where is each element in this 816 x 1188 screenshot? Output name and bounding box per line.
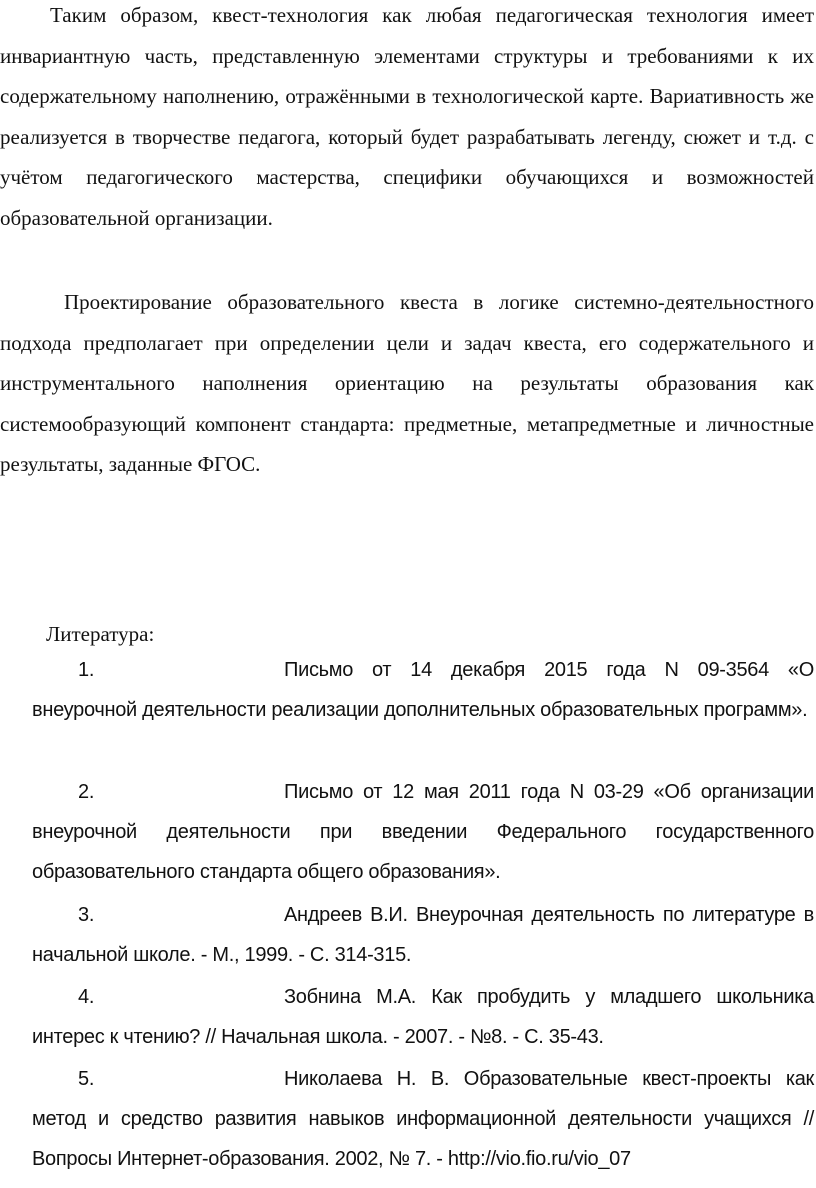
literature-heading: Литература:	[46, 622, 155, 646]
reference-item-1	[32, 650, 814, 730]
reference-text: Николаева Н. В. Образовательные квест-проекты как метод и средство развития навыков информационной деятельности учащихся //Вопросы Интернет-образования. 2002, № 7. - http://vio.fio.ru/vio_07	[32, 1068, 814, 1170]
body-paragraph-2: Проектирование образовательного квеста в логике системно-деятельностного подхода предполагает при определении цели и задач квеста, его содержательного и инструментального наполнения ориентацию на результаты образования как системообразующий компонент стандарта: предметные, метапредметные и личностные результаты, заданные ФГОС.	[0, 290, 814, 476]
reference-item-5	[32, 1059, 814, 1179]
reference-number: 3.	[78, 904, 95, 926]
reference-number: 2.	[78, 781, 95, 803]
reference-text: Письмо от 12 мая 2011 года N 03-29 «Об организации внеурочной деятельности при введении Федерального государственного образовательного стандарта общего образования».	[32, 781, 814, 883]
reference-text: Зобнина М.А. Как пробудить у младшего школьника интерес к чтению? // Начальная школа. - 2007. - №8. - С. 35-43.	[32, 986, 814, 1048]
reference-text: Андреев В.И. Внеурочная деятельность по литературе в начальной школе. - М., 1999. - С. 314-315.	[32, 904, 814, 966]
reference-item-4	[32, 977, 814, 1057]
reference-text: Письмо от 14 декабря 2015 года N 09-3564 «О внеурочной деятельности реализации дополнительных образовательных программ».	[32, 659, 814, 721]
reference-item-2	[32, 772, 814, 892]
reference-number: 4.	[78, 986, 95, 1008]
body-paragraph-1: Таким образом, квест-технология как любая педагогическая технология имеет инвариантную часть, представленную элементами структуры и требованиями к их содержательному наполнению, отражёнными в технологической карте. Вариативность же реализуется в творчестве педагога, который будет разрабатывать легенду, сюжет и т.д. с учётом педагогического мастерства, специфики обучающихся и возможностей образовательной организации.	[0, 3, 814, 230]
reference-item-3	[32, 895, 814, 975]
reference-number: 5.	[78, 1068, 95, 1090]
reference-number: 1.	[78, 659, 95, 681]
